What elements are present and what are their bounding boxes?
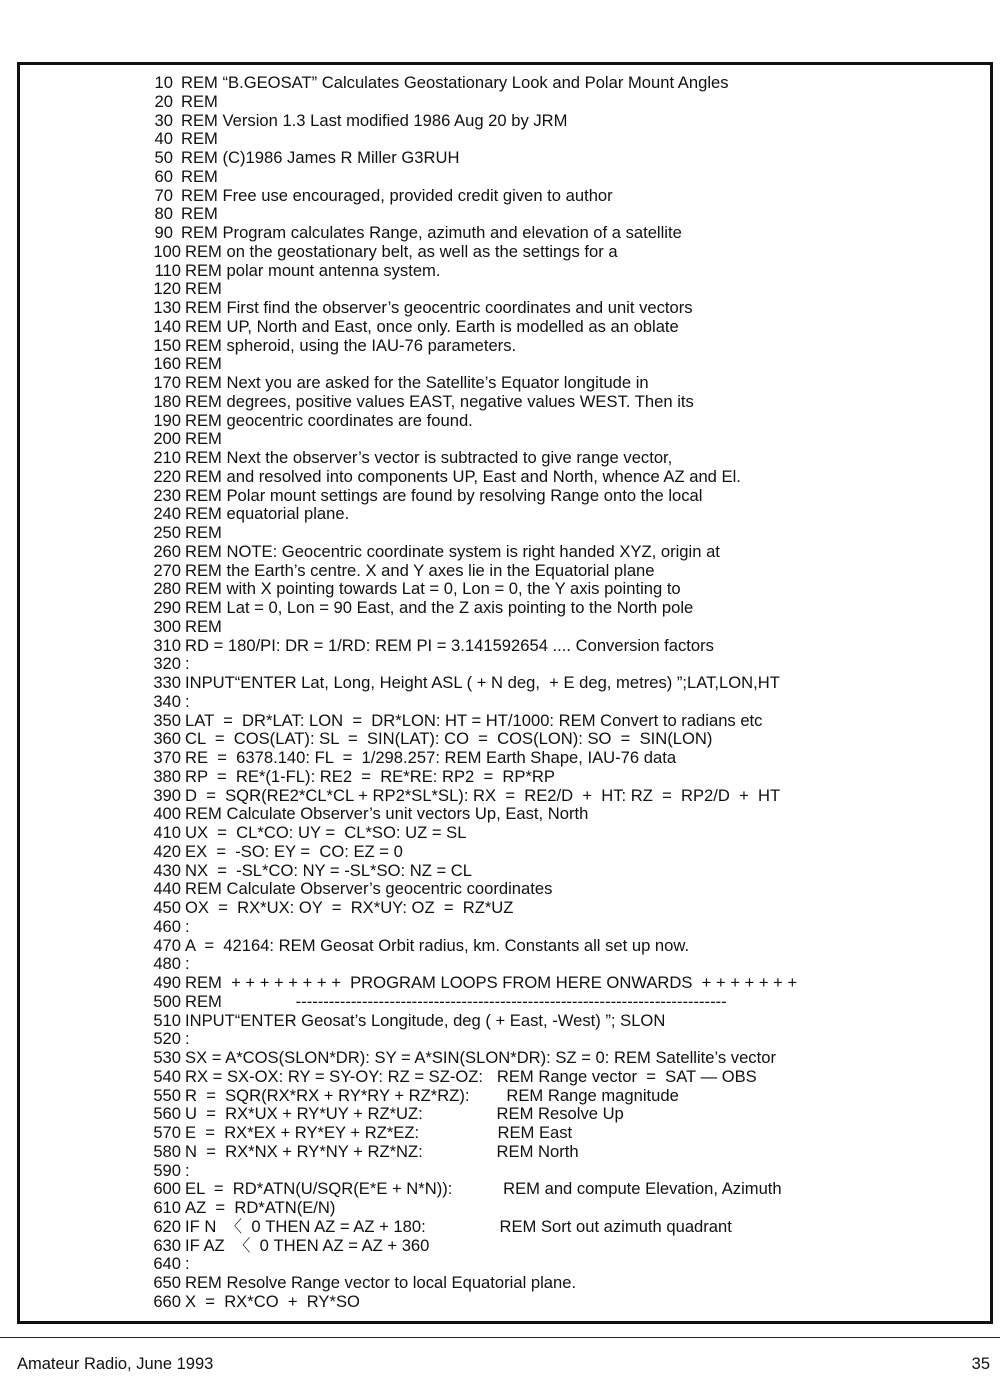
line-number: 280 [153, 579, 181, 599]
listing-line [148, 599, 797, 618]
listing-line [148, 374, 797, 393]
line-statement: REM UP, North and East, once only. Earth is modelled as an oblate [185, 316, 679, 336]
line-number: 560 [153, 1104, 181, 1124]
line-statement: REM Lat = 0, Lon = 90 East, and the Z axis pointing to the North pole [185, 598, 694, 617]
line-number: 550 [153, 1085, 181, 1105]
listing-line [148, 637, 797, 656]
listing-line [148, 730, 797, 749]
listing-line [148, 1049, 797, 1068]
line-number: 460 [153, 916, 181, 936]
line-statement: REM First find the observer’s geocentric coordinates and unit vectors [185, 298, 693, 317]
line-number: 220 [153, 466, 181, 486]
listing-line [148, 149, 797, 168]
listing-line [148, 805, 797, 824]
line-statement: U = RX*UX + RY*UY + RZ*UZ: REM Resolve Up [185, 1104, 624, 1124]
line-number: 540 [153, 1066, 181, 1086]
line-statement: REM Next you are asked for the Satellite’s Equator longitude in [185, 373, 649, 392]
line-number: 140 [153, 316, 181, 336]
listing-line [148, 468, 797, 487]
listing-line [148, 243, 797, 262]
line-number: 380 [153, 766, 181, 786]
line-statement: REM and resolved into components UP, East and North, whence AZ and El. [185, 466, 741, 486]
line-number: 410 [153, 823, 181, 842]
line-statement: REM Polar mount settings are found by resolving Range onto the local [185, 485, 703, 505]
line-number: 620 [153, 1216, 181, 1236]
listing-line [148, 168, 797, 187]
listing-line [148, 318, 797, 337]
line-statement: REM Next the observer’s vector is subtracted to give range vector, [185, 448, 673, 467]
line-statement: REM [181, 129, 218, 149]
listing-line [148, 543, 797, 562]
line-number: 320 [153, 654, 181, 674]
listing-line [148, 93, 797, 112]
listing-line [148, 618, 797, 637]
listing-line [148, 768, 797, 787]
listing-line [148, 393, 797, 412]
line-number: 290 [153, 598, 181, 617]
listing-line [148, 937, 797, 956]
line-statement: NX = -SL*CO: NY = -SL*SO: NZ = CL [185, 860, 472, 880]
line-statement: E = RX*EX + RY*EY + RZ*EZ: REM East [185, 1123, 573, 1142]
line-number: 70 [154, 185, 173, 205]
listing-line [148, 1087, 797, 1106]
line-statement: IF N 〈 0 THEN AZ = AZ + 180: REM Sort out azimuth quadrant [185, 1216, 732, 1236]
listing-line [148, 74, 797, 93]
line-number: 30 [154, 110, 173, 130]
line-statement: REM degrees, positive values EAST, negative values WEST. Then its [185, 391, 694, 411]
listing-line [148, 562, 797, 581]
line-statement: X = RX*CO + RY*SO [185, 1291, 360, 1311]
line-number: 400 [153, 804, 181, 824]
line-number: 10 [154, 73, 173, 92]
listing-line [148, 355, 797, 374]
listing-line [148, 974, 797, 993]
line-statement: REM [185, 279, 222, 299]
line-number: 660 [153, 1291, 181, 1311]
line-statement: UX = CL*CO: UY = CL*SO: UZ = SL [185, 823, 467, 842]
listing-line [148, 824, 797, 843]
listing-line [148, 524, 797, 543]
listing-line [148, 1143, 797, 1162]
line-statement: REM polar mount antenna system. [185, 260, 441, 280]
line-number: 490 [153, 973, 181, 992]
listing-line [148, 449, 797, 468]
listing-line [148, 412, 797, 431]
line-statement: REM spheroid, using the IAU-76 parameters. [185, 335, 517, 355]
listing-line [148, 1199, 797, 1218]
footer-rule [0, 1337, 1000, 1338]
listing-line [148, 1068, 797, 1087]
line-statement: RP = RE*(1-FL): RE2 = RE*RE: RP2 = RP*RP [185, 766, 555, 786]
listing-line [148, 205, 797, 224]
line-statement: RD = 180/PI: DR = 1/RD: REM PI = 3.141592654 .... Conversion factors [185, 635, 714, 655]
line-number: 250 [153, 523, 181, 542]
line-number: 50 [154, 148, 173, 167]
listing-line [148, 112, 797, 131]
listing-line [148, 1293, 797, 1312]
listing-line [148, 1180, 797, 1199]
listing-line [148, 505, 797, 524]
line-number: 500 [153, 991, 181, 1011]
line-statement: REM Calculate Observer’s unit vectors Up, East, North [185, 804, 589, 824]
line-number: 630 [153, 1235, 181, 1255]
line-number: 440 [153, 879, 181, 899]
line-number: 600 [153, 1179, 181, 1199]
line-number: 230 [153, 485, 181, 505]
line-number: 120 [153, 279, 181, 299]
footer-page-number: 35 [971, 1355, 990, 1373]
listing-line [148, 712, 797, 731]
line-number: 420 [153, 841, 181, 861]
listing-line [148, 1012, 797, 1031]
listing-line [148, 843, 797, 862]
line-statement: : [185, 654, 190, 674]
listing-line [148, 430, 797, 449]
line-statement: R = SQR(RX*RX + RY*RY + RZ*RZ): REM Range magnitude [185, 1085, 679, 1105]
line-number: 580 [153, 1141, 181, 1161]
listing-line [148, 1124, 797, 1143]
line-statement: INPUT“ENTER Geosat’s Longitude, deg ( + East, -West) ”; SLON [185, 1010, 666, 1030]
line-statement: REM [181, 166, 218, 186]
line-statement: CL = COS(LAT): SL = SIN(LAT): CO = COS(LON): SO = SIN(LON) [185, 729, 713, 749]
line-number: 170 [153, 373, 181, 392]
listing-line [148, 130, 797, 149]
line-number: 360 [153, 729, 181, 749]
listing-line [148, 487, 797, 506]
line-number: 200 [153, 429, 181, 449]
line-statement: SX = A*COS(SLON*DR): SY = A*SIN(SLON*DR): SZ = 0: REM Satellite’s vector [185, 1048, 776, 1067]
line-statement: N = RX*NX + RY*NY + RZ*NZ: REM North [185, 1141, 579, 1161]
line-number: 650 [153, 1273, 181, 1292]
listing-line [148, 655, 797, 674]
line-number: 80 [154, 204, 173, 224]
line-statement: REM [185, 616, 222, 636]
line-statement: A = 42164: REM Geosat Orbit radius, km. Constants all set up now. [185, 935, 690, 955]
line-number: 110 [154, 260, 181, 280]
listing-line [148, 1255, 797, 1274]
line-number: 480 [153, 954, 181, 974]
line-number: 640 [153, 1254, 181, 1274]
line-statement: RX = SX-OX: RY = SY-OY: RZ = SZ-OZ: REM Range vector = SAT — OBS [185, 1066, 757, 1086]
line-statement: REM on the geostationary belt, as well as the settings for a [185, 241, 618, 261]
line-number: 210 [153, 448, 181, 467]
line-number: 20 [154, 91, 173, 111]
listing-line [148, 899, 797, 918]
line-number: 130 [153, 298, 181, 317]
line-statement: : [185, 954, 190, 974]
line-statement: RE = 6378.140: FL = 1/298.257: REM Earth Shape, IAU-76 data [185, 748, 677, 767]
line-number: 150 [153, 335, 181, 355]
line-statement: REM Free use encouraged, provided credit given to author [181, 185, 613, 205]
line-statement: REM (C)1986 James R Miller G3RUH [181, 148, 460, 167]
line-statement: REM [185, 523, 222, 542]
listing-line [148, 1237, 797, 1256]
line-number: 260 [153, 541, 181, 561]
line-number: 190 [153, 410, 181, 430]
line-statement: D = SQR(RE2*CL*CL + RP2*SL*SL): RX = RE2/D + HT: RZ = RP2/D + HT [185, 785, 781, 805]
line-statement: REM [185, 429, 222, 449]
line-statement: EL = RD*ATN(U/SQR(E*E + N*N)): REM and compute Elevation, Azimuth [185, 1179, 782, 1199]
line-statement: : [185, 1160, 190, 1180]
listing-line [148, 862, 797, 881]
line-statement: REM the Earth’s centre. X and Y axes lie in the Equatorial plane [185, 560, 655, 580]
line-number: 570 [153, 1123, 181, 1142]
listing-line [148, 993, 797, 1012]
line-statement: REM equatorial plane. [185, 504, 350, 524]
line-statement: EX = -SO: EY = CO: EZ = 0 [185, 841, 403, 861]
program-listing-frame [17, 62, 993, 1324]
line-number: 310 [153, 635, 181, 655]
line-number: 430 [153, 860, 181, 880]
listing-line [148, 337, 797, 356]
line-statement: : [185, 916, 190, 936]
line-statement: REM [181, 91, 218, 111]
line-statement: REM “B.GEOSAT” Calculates Geostationary Look and Polar Mount Angles [181, 73, 729, 92]
listing-line [148, 693, 797, 712]
line-statement: REM [185, 354, 222, 374]
listing-line [148, 299, 797, 318]
listing-line [148, 955, 797, 974]
line-statement: REM ------------------------------------------------------------------------------ [185, 991, 727, 1011]
line-number: 590 [153, 1160, 181, 1180]
line-statement: : [185, 1254, 190, 1274]
line-number: 350 [153, 710, 181, 730]
line-number: 60 [154, 166, 173, 186]
listing-line [148, 749, 797, 768]
line-statement: : [185, 691, 190, 711]
line-statement: REM + + + + + + + + PROGRAM LOOPS FROM HERE ONWARDS + + + + + + + [185, 973, 798, 992]
line-number: 40 [154, 129, 173, 149]
line-statement: AZ = RD*ATN(E/N) [185, 1198, 336, 1217]
listing-line [148, 1105, 797, 1124]
listing-line [148, 880, 797, 899]
line-number: 520 [153, 1029, 181, 1049]
line-statement: LAT = DR*LAT: LON = DR*LON: HT = HT/1000: REM Convert to radians etc [185, 710, 763, 730]
line-statement: REM Version 1.3 Last modified 1986 Aug 20 by JRM [181, 110, 568, 130]
line-number: 370 [153, 748, 181, 767]
listing-line [148, 262, 797, 281]
line-number: 90 [154, 223, 173, 242]
line-statement: REM Program calculates Range, azimuth and elevation of a satellite [181, 223, 682, 242]
line-statement: INPUT“ENTER Lat, Long, Height ASL ( + N deg, + E deg, metres) ”;LAT,LON,HT [185, 673, 780, 692]
line-number: 270 [153, 560, 181, 580]
line-statement: OX = RX*UX: OY = RX*UY: OZ = RZ*UZ [185, 898, 514, 917]
line-statement: REM NOTE: Geocentric coordinate system is right handed XYZ, origin at [185, 541, 720, 561]
line-statement: REM [181, 204, 218, 224]
listing-line [148, 674, 797, 693]
line-statement: REM Resolve Range vector to local Equatorial plane. [185, 1273, 577, 1292]
listing-line [148, 224, 797, 243]
line-number: 450 [153, 898, 181, 917]
footer-publication: Amateur Radio, June 1993 [17, 1355, 214, 1373]
line-statement: REM geocentric coordinates are found. [185, 410, 473, 430]
line-number: 610 [153, 1198, 181, 1217]
line-number: 180 [153, 391, 181, 411]
line-number: 390 [153, 785, 181, 805]
line-number: 340 [153, 691, 181, 711]
line-statement: REM with X pointing towards Lat = 0, Lon = 0, the Y axis pointing to [185, 579, 681, 599]
listing-line [148, 1218, 797, 1237]
line-number: 530 [153, 1048, 181, 1067]
listing-line [148, 1274, 797, 1293]
listing-line [148, 1030, 797, 1049]
line-number: 510 [153, 1010, 181, 1030]
line-number: 300 [153, 616, 181, 636]
listing-line [148, 918, 797, 937]
listing-line [148, 787, 797, 806]
line-number: 100 [153, 241, 181, 261]
listing-line [148, 580, 797, 599]
line-number: 160 [153, 354, 181, 374]
line-number: 330 [153, 673, 181, 692]
listing-line [148, 280, 797, 299]
listing-line [148, 1162, 797, 1181]
line-number: 470 [153, 935, 181, 955]
line-number: 240 [153, 504, 181, 524]
line-statement: REM Calculate Observer’s geocentric coordinates [185, 879, 553, 899]
line-statement: : [185, 1029, 190, 1049]
basic-program-listing [148, 74, 797, 1312]
line-statement: IF AZ 〈 0 THEN AZ = AZ + 360 [185, 1235, 430, 1255]
listing-line [148, 187, 797, 206]
